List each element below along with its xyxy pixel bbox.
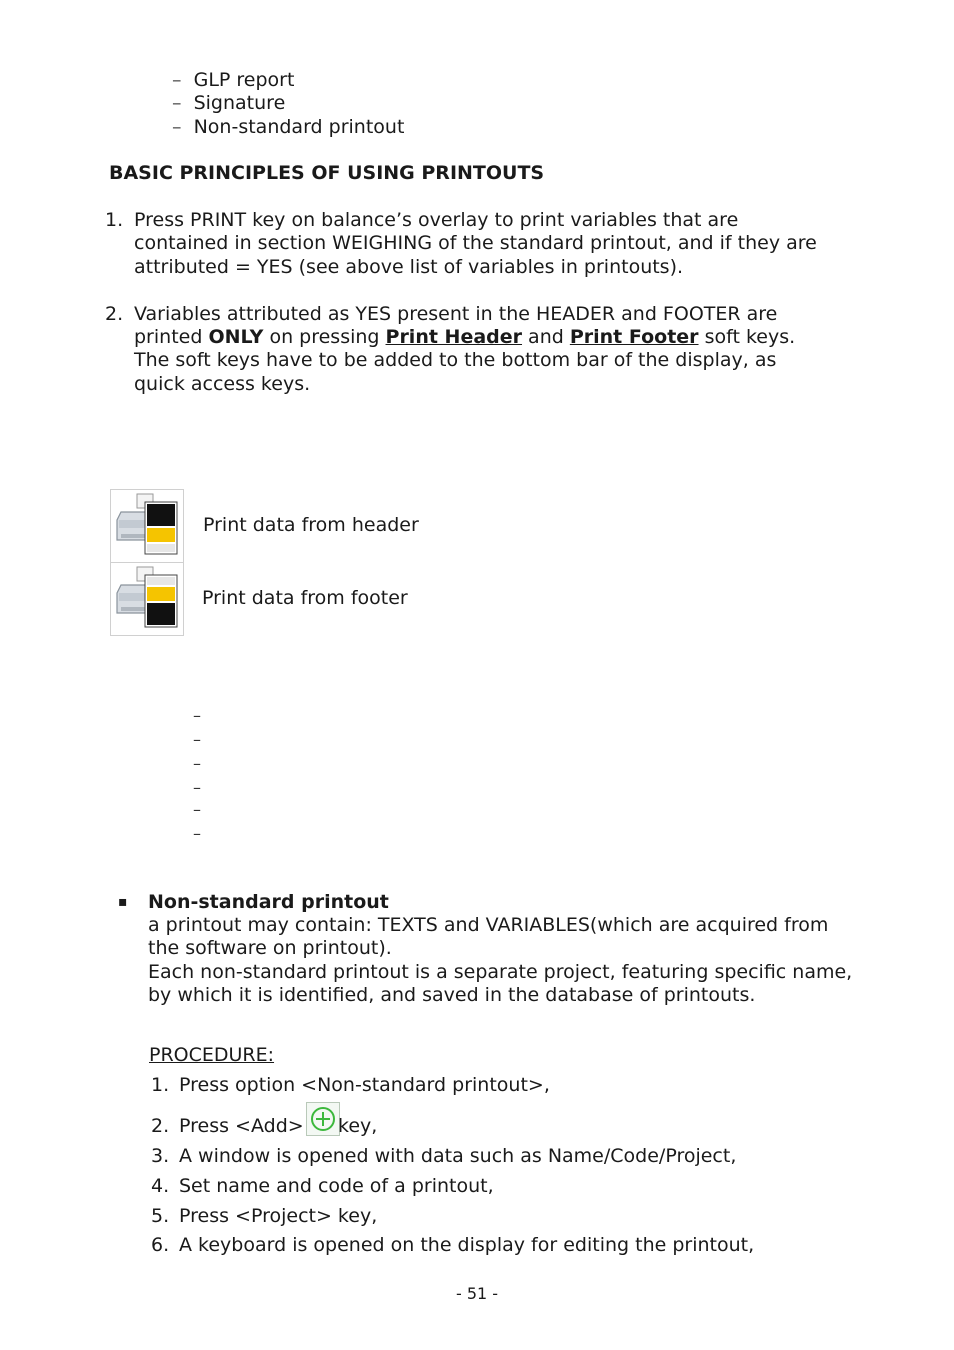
paragraph-line: contained in section WEIGHING of the standard printout, and if they are — [134, 232, 817, 254]
add-icon — [306, 1102, 340, 1136]
text-run: printed — [134, 326, 209, 348]
paragraph-line: by which it is identified, and saved in the database of printouts. — [148, 984, 756, 1006]
softkey-label-header: Print data from header — [203, 514, 419, 536]
item-number: 1. — [105, 209, 124, 231]
list-item: – — [193, 706, 201, 725]
section-heading: BASIC PRINCIPLES OF USING PRINTOUTS — [109, 162, 545, 184]
step-text: A keyboard is opened on the display for editing the printout, — [179, 1234, 755, 1256]
print-footer-icon — [110, 562, 184, 636]
step-text: Press <Project> key, — [179, 1205, 378, 1227]
softkey-label-footer: Print data from footer — [202, 587, 408, 609]
list-item-text: Signature — [193, 92, 286, 114]
list-item: – — [193, 824, 201, 843]
step-text: key, — [338, 1115, 378, 1137]
list-item: – Non-standard printout — [172, 116, 405, 138]
step-number: 1. — [151, 1074, 170, 1096]
list-item: – Signature — [172, 92, 286, 114]
paragraph-line: a printout may contain: TEXTS and VARIABLES(which are acquired from — [148, 914, 829, 936]
step-number: 4. — [151, 1175, 170, 1197]
list-item-text: GLP report — [193, 69, 295, 91]
list-item-text: Non-standard printout — [193, 116, 405, 138]
paragraph-line — [134, 326, 795, 349]
list-item: – — [193, 754, 201, 773]
bullet-title: Non-standard printout — [148, 891, 389, 913]
paragraph-line: Each non-standard printout is a separate project, featuring specific name, — [148, 961, 853, 983]
text-run: soft keys. — [698, 326, 796, 348]
step-number: 2. — [151, 1115, 170, 1137]
step-text: A window is opened with data such as Name/Code/Project, — [179, 1145, 737, 1167]
step-number: 5. — [151, 1205, 170, 1227]
list-item: – — [193, 778, 201, 797]
paragraph-line: Variables attributed as YES present in the HEADER and FOOTER are — [134, 303, 778, 325]
step-text: Press option <Non-standard printout>, — [179, 1074, 550, 1096]
paragraph-line: the software on printout). — [148, 937, 392, 959]
paragraph-line: Press PRINT key on balance’s overlay to print variables that are — [134, 209, 739, 231]
print-header-icon — [110, 489, 184, 563]
list-item: – — [193, 730, 201, 749]
emphasis-only: ONLY — [208, 326, 264, 348]
item-number: 2. — [105, 303, 124, 325]
step-text: Press <Add> — [179, 1115, 304, 1137]
text-run: and — [522, 326, 570, 348]
paragraph-line: The soft keys have to be added to the bottom bar of the display, as — [134, 349, 777, 371]
print-footer-link: Print Footer — [569, 326, 699, 348]
step-number: 3. — [151, 1145, 170, 1167]
text-run: on pressing — [263, 326, 386, 348]
print-header-link: Print Header — [385, 326, 523, 348]
step-number: 6. — [151, 1234, 170, 1256]
bullet-marker: ▪ — [118, 894, 128, 910]
list-item: – — [193, 800, 201, 819]
step-text: Set name and code of a printout, — [179, 1175, 494, 1197]
paragraph-line: quick access keys. — [134, 373, 311, 395]
page-number: - 51 - — [455, 1284, 499, 1303]
procedure-heading: PROCEDURE: — [149, 1044, 275, 1066]
list-item: – GLP report — [172, 69, 295, 91]
paragraph-line: attributed = YES (see above list of variables in printouts). — [134, 256, 684, 278]
